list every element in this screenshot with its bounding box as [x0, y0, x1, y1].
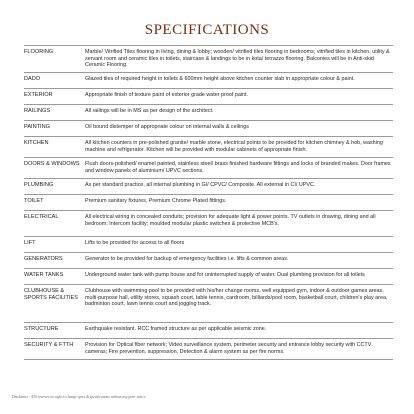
spec-label: PAINTING	[24, 124, 51, 130]
spec-label: STRUCTURE	[24, 326, 59, 332]
spec-row-dado	[24, 73, 393, 89]
spec-text: Generator to be provided for backup of emergency facilities i.e. lifts & common areas.	[85, 256, 289, 262]
spec-label: ELECTRICAL	[24, 214, 59, 220]
spec-label: PLUMBING	[24, 182, 54, 188]
spec-text: All kitchen counters in pre-polished granite/ marble stone, electrical points to be provided for kitchen chimney & hob, washing machine and refrigerator. Kitchen will be provided with modular cabinets of appropriate finish.	[85, 140, 383, 153]
spec-label: KITCHEN	[24, 140, 49, 146]
spec-text: Premium sanitary fixtures, Premium Chrome Plated fittings.	[85, 198, 227, 204]
spec-row-plumbing	[24, 179, 393, 195]
spec-row-generators	[24, 253, 393, 269]
spec-label: DADO	[24, 76, 41, 82]
spec-row-structure	[24, 323, 393, 339]
spec-row-security	[24, 339, 393, 360]
spec-label: TOILET	[24, 198, 44, 204]
page-title: SPECIFICATIONS	[144, 22, 270, 38]
spec-row-painting	[24, 121, 393, 137]
spec-text: Provision for Optical fiber network; Video surveillance system, perimeter security and entrance lobby security with CCTV cameras; Fire prevention, suppression, Detection & alarm system as per fire norms.	[85, 342, 372, 355]
spec-row-railings	[24, 105, 393, 121]
spec-row-flooring	[24, 45, 393, 73]
spec-text: Flush doors-polished/ enamel painted, stainless steel/ brass finished hardware fittings and locks of branded makes. Door frames and window panels of aluminium/ UPVC sections.	[85, 161, 391, 174]
spec-row-toilet	[24, 195, 393, 211]
spec-text: Glazed tiles of required height in toilets & 600mm height above kitchen counter slab in appropriate colour & paint.	[85, 76, 355, 82]
spec-label: FLOORING	[24, 49, 54, 55]
spec-row-lift	[24, 237, 393, 253]
spec-row-electrical	[24, 211, 393, 237]
spec-text: Marble/ Vitrified Tiles flooring in living, dining & lobby; wooden/ vitrified tiles flooring in bedrooms; vitrified tiles in kitchen, utility & servant room and ceramic tiles in toilets, staircase & landings to be in kota/ terrazzo flooring. Balconies will be in Anti-skid Ceramic Flooring.	[85, 49, 390, 69]
spec-text: Clubhouse with swimming pool to be provided with his/her change rooms, well equipped gym, indoor & outdoor games areas, multi-purpose hall, utility stores, squash court, table tennis, cardroom, billiards/pool room, basketball court, children's play area, badminton court, lawn tennis court and jogging track.	[85, 288, 388, 308]
spec-text: All electrical wiring in concealed conduits; provision for adequate light & power points. TV outlets in drawing, dining and all bedroom; Intercom facility; moulded modular plastic switches & protective MCB's.	[85, 214, 376, 227]
spec-row-water-tanks	[24, 269, 393, 285]
spec-row-clubhouse	[24, 285, 393, 323]
spec-label: WATER TANKS	[24, 272, 64, 278]
spec-text: Earthquake resistant. RCC framed structure as per applicable seismic zone.	[85, 326, 267, 332]
spec-label: RAILINGS	[24, 108, 51, 114]
spec-text: As per standard practice, all internal plumbing in GI/ CPVC/ Composite. All external in CI/ UPVC.	[85, 182, 316, 188]
spec-label: GENERATORS	[24, 256, 63, 262]
spec-text: Appropriate finish of texture paint of exterior grade water proof paint.	[85, 92, 249, 98]
spec-label: SECURITY & FTTH	[24, 342, 74, 348]
spec-label: DOORS & WINDOWS	[24, 161, 80, 167]
specifications-table	[24, 45, 393, 360]
spec-text: Lifts to be provided for access to all floors	[85, 240, 185, 246]
spec-text: Underground water tank with pump house and for uninterrupted supply of water. Dual plumbing provision for all toilets	[85, 272, 365, 278]
spec-row-exterior	[24, 89, 393, 105]
spec-row-doors-windows	[24, 158, 393, 179]
spec-text: All railings will be in MS as per design of the architect.	[85, 108, 214, 114]
spec-row-kitchen	[24, 137, 393, 158]
spec-text: Oil bound distemper of appropriate colour on internal walls & ceilings	[85, 124, 249, 130]
spec-label: LIFT	[24, 240, 36, 246]
spec-label: CLUBHOUSE & SPORTS FACILITIES	[24, 288, 78, 301]
spec-label: EXTERIOR	[24, 92, 53, 98]
disclaimer-text: Disclaimer - ATS reserves its right to change specs & specifications without any prior notice.	[12, 395, 147, 399]
